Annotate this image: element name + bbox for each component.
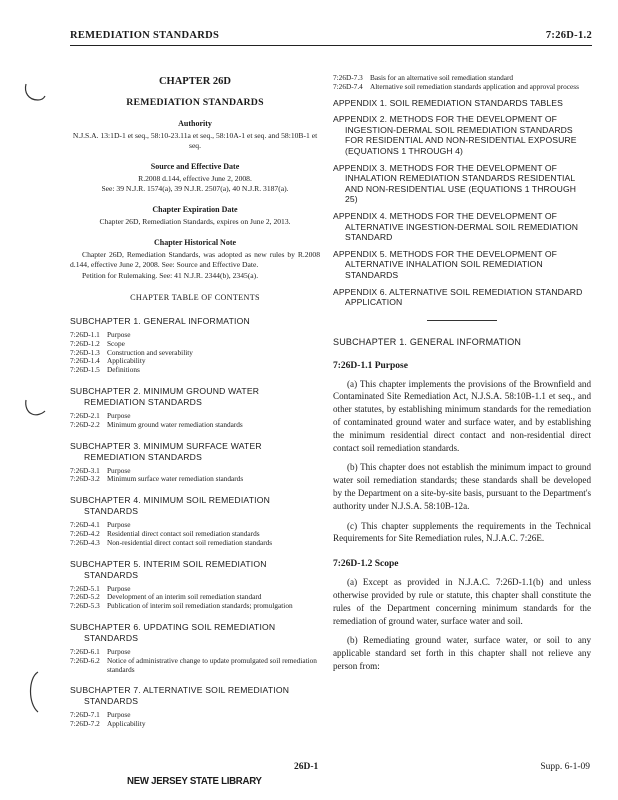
body-paragraph: (b) This chapter does not establish the minimum impact to ground water soil remediation standards; these standards shall be developed by the Department on a site-by-site basis, pursuant to the Department's authority under N.J.S.A. 58:10B-12a. — [333, 462, 591, 511]
toc-section-row — [70, 366, 320, 375]
toc-section-number: 7:26D-1.1 — [70, 330, 100, 339]
toc-section-list — [70, 585, 320, 611]
toc-section-row — [70, 657, 320, 675]
history-text: Petition for Rulemaking. See: 41 N.J.R. 2344(b), 2345(a). — [82, 271, 259, 280]
toc-section-number: 7:26D-1.5 — [70, 365, 100, 375]
toc-section-number: 7:26D-4.2 — [70, 528, 100, 538]
toc-section-title: Applicability — [107, 356, 146, 366]
section-divider — [427, 320, 497, 321]
toc-section-title: Construction and severability — [107, 347, 193, 357]
history-heading: Chapter Historical Note — [153, 238, 237, 247]
toc-subchapter-title: SUBCHAPTER 3. MINIMUM SURFACE WATER REMEDIATION STANDARDS — [70, 440, 262, 462]
header-title: REMEDIATION STANDARDS — [70, 30, 220, 41]
binder-hole-icon — [24, 668, 50, 716]
toc-section-number: 7:26D-3.1 — [70, 465, 100, 475]
toc-section-number: 7:26D-7.3 — [333, 73, 363, 82]
toc-section-title: Applicability — [107, 719, 146, 729]
toc-title: CHAPTER TABLE OF CONTENTS — [130, 293, 260, 302]
right-column — [333, 74, 591, 673]
left-column — [70, 70, 320, 729]
binder-hole-icon — [22, 78, 48, 104]
toc-section-number: 7:26D-2.2 — [70, 419, 100, 429]
toc-section-number: 7:26D-5.2 — [70, 592, 100, 602]
section-heading-scope: 7:26D-1.2 Scope — [333, 559, 399, 570]
toc-section-title: Purpose — [107, 646, 131, 656]
toc-section-title: Alternative soil remediation standards application and approval process — [370, 81, 579, 91]
section-heading-purpose: 7:26D-1.1 Purpose — [333, 360, 408, 371]
header-section-number: 7:26D-1.2 — [545, 30, 592, 41]
toc-section-title: Development of an interim soil remediation standard — [107, 592, 262, 602]
chapter-number: CHAPTER 26D — [158, 76, 232, 87]
toc-section-number: 7:26D-1.2 — [70, 338, 100, 348]
chapter-title: REMEDIATION STANDARDS — [126, 97, 264, 108]
toc-subchapter-title: SUBCHAPTER 1. GENERAL INFORMATION — [70, 316, 250, 326]
toc-section-list — [70, 648, 320, 674]
toc-appendix: APPENDIX 6. ALTERNATIVE SOIL REMEDIATION STANDARD APPLICATION — [333, 286, 583, 308]
toc-section-row — [70, 602, 320, 611]
toc-section-row — [333, 83, 591, 92]
toc-section-title: Residential direct contact soil remediation standards — [107, 528, 260, 538]
body-paragraph: (a) Except as provided in N.J.A.C. 7:26D-1.1(b) and unless otherwise provided by rule or statute, this chapter shall constitute the rules of the Department concerning minimum standards for the remediation of ground water, surface water and soil. — [333, 577, 591, 626]
running-header — [70, 30, 592, 44]
toc-section-row — [70, 539, 320, 548]
toc-section-number: 7:26D-7.2 — [70, 719, 100, 729]
toc-appendix: APPENDIX 4. METHODS FOR THE DEVELOPMENT OF ALTERNATIVE INGESTION-DERMAL SOIL REMEDIATION STANDARD — [333, 210, 579, 243]
toc-section-title: Definitions — [107, 365, 140, 375]
toc-subchapter-title: SUBCHAPTER 5. INTERIM SOIL REMEDIATION STANDARDS — [70, 558, 267, 580]
toc-section-number: 7:26D-4.1 — [70, 520, 100, 530]
toc-section-list — [70, 467, 320, 485]
authority-text: N.J.S.A. 13:1D-1 et seq., 58:10-23.11a et seq., 58:10A-1 et seq. and 58:10B-1 et seq. — [72, 131, 318, 150]
toc-appendix: APPENDIX 3. METHODS FOR THE DEVELOPMENT OF INHALATION REMEDIATION STANDARDS RESIDENTIAL AND NON-RESIDENTIAL USE (EQUATIONS 1 THROUGH 25) — [333, 162, 577, 205]
toc-section-title: Non-residential direct contact soil remediation standards — [107, 537, 273, 547]
toc-appendix: APPENDIX 2. METHODS FOR THE DEVELOPMENT OF INGESTION-DERMAL SOIL REMEDIATION STANDARDS FOR RESIDENTIAL AND NON-RESIDENTIAL EXPOSURE (EQUATIONS 1 THROUGH 4) — [333, 114, 577, 156]
appendix-list — [333, 98, 591, 308]
toc-subchapter-title: SUBCHAPTER 4. MINIMUM SOIL REMEDIATION STANDARDS — [70, 495, 271, 517]
toc-subchapter-title: SUBCHAPTER 7. ALTERNATIVE SOIL REMEDIATION STANDARDS — [70, 685, 290, 707]
toc-section-title: Publication of interim soil remediation standards; promulgation — [107, 601, 293, 611]
toc-continued — [333, 74, 591, 92]
source-text: See: 39 N.J.R. 1574(a), 39 N.J.R. 2507(a), 40 N.J.R. 3187(a). — [101, 184, 289, 193]
toc-section-title: Purpose — [107, 330, 131, 339]
toc-section-number: 7:26D-5.1 — [70, 583, 100, 593]
body-paragraph: (c) This chapter supplements the requirements in the Technical Requirements for Site Remediation rules, N.J.A.C. 7:26E. — [333, 520, 591, 544]
toc-subchapter-title: SUBCHAPTER 2. MINIMUM GROUND WATER REMEDIATION STANDARDS — [70, 385, 260, 407]
toc-section-title: Basis for an alternative soil remediation standard — [370, 73, 514, 82]
toc-section-title: Notice of administrative change to update promulgated soil remediation standards — [107, 655, 317, 674]
toc-section-title: Minimum surface water remediation standards — [107, 474, 244, 484]
toc-section-title: Purpose — [107, 583, 131, 593]
toc-section-row — [70, 421, 320, 430]
toc-section-number: 7:26D-5.3 — [70, 601, 100, 611]
toc-section-number: 7:26D-2.1 — [70, 410, 100, 420]
toc-subchapter-title: SUBCHAPTER 6. UPDATING SOIL REMEDIATION STANDARDS — [70, 621, 276, 643]
toc-section-number: 7:26D-7.1 — [70, 710, 100, 720]
section-body-scope — [333, 576, 591, 673]
source-text: R.2008 d.144, effective June 2, 2008. — [138, 174, 252, 183]
toc-appendix: APPENDIX 5. METHODS FOR THE DEVELOPMENT OF ALTERNATIVE INHALATION SOIL REMEDIATION STANDARDS — [333, 248, 558, 280]
toc-section-number: 7:26D-7.4 — [333, 81, 363, 91]
body-paragraph: (b) Remediating ground water, surface water, or soil to any applicable standard set forth in this chapter shall not relieve any person from: — [333, 635, 591, 672]
toc-section-number: 7:26D-3.2 — [70, 474, 100, 484]
table-of-contents — [70, 316, 320, 729]
authority-heading: Authority — [178, 119, 212, 128]
toc-section-number: 7:26D-6.2 — [70, 655, 100, 665]
subchapter-heading: SUBCHAPTER 1. GENERAL INFORMATION — [333, 336, 522, 347]
toc-section-title: Purpose — [107, 520, 131, 530]
toc-appendix: APPENDIX 1. SOIL REMEDIATION STANDARDS TABLES — [333, 97, 563, 108]
section-body-purpose — [333, 378, 591, 546]
source-heading: Source and Effective Date — [150, 162, 240, 171]
toc-section-title: Purpose — [107, 710, 131, 720]
binder-hole-icon — [22, 396, 48, 422]
expiration-text: Chapter 26D, Remediation Standards, expires on June 2, 2013. — [99, 217, 291, 226]
toc-section-number: 7:26D-4.3 — [70, 537, 100, 547]
toc-section-list — [70, 521, 320, 547]
expiration-heading: Chapter Expiration Date — [152, 205, 238, 214]
toc-section-row — [70, 475, 320, 484]
toc-section-number: 7:26D-1.4 — [70, 356, 100, 366]
toc-section-number: 7:26D-1.3 — [70, 347, 100, 357]
toc-section-list — [70, 412, 320, 430]
body-paragraph: (a) This chapter implements the provisions of the Brownfield and Contaminated Site Remediation Act, N.J.S.A. 58:10B-1.1 et seq., and other statutes, by establishing minimum standards for the remediation of contaminated ground water and surface water, and by establishing the minimum residential direct contact and non-residential direct contact soil remediation standards. — [333, 378, 591, 453]
page-number: 26D-1 — [294, 762, 319, 772]
toc-section-number: 7:26D-6.1 — [70, 646, 100, 656]
library-stamp: NEW JERSEY STATE LIBRARY — [127, 775, 262, 787]
toc-section-list — [70, 331, 320, 375]
toc-section-list — [70, 711, 320, 729]
toc-section-title: Minimum ground water remediation standards — [107, 419, 243, 429]
toc-section-title: Scope — [107, 338, 125, 348]
toc-section-title: Purpose — [107, 465, 131, 475]
supplement-date: Supp. 6-1-09 — [540, 762, 590, 772]
toc-section-row — [70, 720, 320, 729]
header-rule — [70, 45, 592, 46]
toc-section-title: Purpose — [107, 410, 131, 420]
history-text: Chapter 26D, Remediation Standards, was adopted as new rules by R.2008 d.144, effective June 2, 2008. See: Source and Effective Date. — [70, 250, 320, 269]
